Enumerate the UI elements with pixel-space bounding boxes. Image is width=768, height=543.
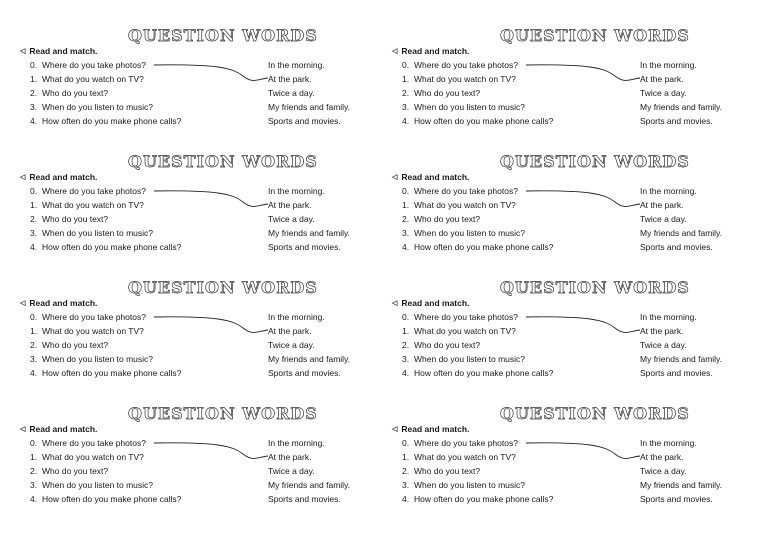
answer-text: Sports and movies. [268, 116, 341, 126]
question-text: How often do you make phone calls? [414, 242, 554, 252]
speaker-icon: ◁ [392, 174, 398, 181]
question-text: How often do you make phone calls? [42, 368, 182, 378]
answer-text: In the morning. [268, 438, 325, 448]
answer-text: At the park. [640, 200, 684, 210]
answer-text: At the park. [640, 74, 684, 84]
question-text: What do you watch on TV? [42, 452, 144, 462]
answer-text: Twice a day. [640, 88, 687, 98]
answer-text: In the morning. [268, 60, 325, 70]
item-number: 0. [30, 438, 38, 448]
question-text: What do you watch on TV? [42, 326, 144, 336]
exercise-block [18, 278, 388, 398]
item-number: 1. [402, 200, 410, 210]
item-number: 1. [402, 452, 410, 462]
answer-text: Twice a day. [268, 340, 315, 350]
speaker-icon: ◁ [392, 48, 398, 55]
question-text: How often do you make phone calls? [414, 494, 554, 504]
item-number: 3. [402, 102, 410, 112]
worksheet-title: QUESTION WORDS [500, 404, 690, 423]
answer-text: My friends and family. [268, 102, 351, 112]
item-number: 3. [402, 228, 410, 238]
question-text: When do you listen to music? [414, 480, 526, 490]
item-number: 0. [30, 60, 38, 70]
item-number: 1. [30, 326, 38, 336]
item-number: 4. [30, 116, 38, 126]
question-text: When do you listen to music? [42, 480, 154, 490]
question-text: Where do you take photos? [42, 60, 146, 70]
question-text: Where do you take photos? [414, 60, 518, 70]
question-text: Who do you text? [42, 88, 109, 98]
example-match-line [18, 152, 388, 272]
item-number: 2. [402, 88, 410, 98]
exercise-block [390, 404, 760, 524]
answer-text: My friends and family. [268, 228, 351, 238]
question-text: What do you watch on TV? [414, 452, 516, 462]
question-text: When do you listen to music? [42, 228, 154, 238]
answer-text: Sports and movies. [268, 494, 341, 504]
item-number: 4. [402, 494, 410, 504]
example-match-line [18, 278, 388, 398]
item-number: 4. [30, 494, 38, 504]
item-number: 0. [30, 312, 38, 322]
item-number: 2. [30, 88, 38, 98]
question-text: When do you listen to music? [42, 354, 154, 364]
item-number: 4. [402, 368, 410, 378]
answer-text: My friends and family. [268, 354, 351, 364]
question-text: When do you listen to music? [414, 102, 526, 112]
worksheet-title: QUESTION WORDS [500, 278, 690, 297]
worksheet-title: QUESTION WORDS [500, 26, 690, 45]
question-text: What do you watch on TV? [414, 74, 516, 84]
answer-text: At the park. [640, 326, 684, 336]
exercise-block [390, 152, 760, 272]
item-number: 3. [30, 228, 38, 238]
item-number: 3. [30, 102, 38, 112]
answer-text: Sports and movies. [640, 242, 713, 252]
item-number: 3. [402, 480, 410, 490]
worksheet-title: QUESTION WORDS [128, 26, 318, 45]
example-match-line [18, 404, 388, 524]
question-text: How often do you make phone calls? [414, 368, 554, 378]
item-number: 0. [402, 312, 410, 322]
answer-text: At the park. [268, 326, 312, 336]
worksheet-title: QUESTION WORDS [128, 152, 318, 171]
exercise-block [18, 26, 388, 146]
answer-text: Sports and movies. [640, 368, 713, 378]
answer-text: In the morning. [640, 438, 697, 448]
question-text: What do you watch on TV? [42, 74, 144, 84]
exercise-block [18, 152, 388, 272]
question-text: Where do you take photos? [42, 186, 146, 196]
instruction-text: Read and match. [401, 46, 470, 56]
answer-text: My friends and family. [640, 480, 723, 490]
question-text: Who do you text? [42, 466, 109, 476]
item-number: 1. [30, 200, 38, 210]
question-text: Where do you take photos? [414, 438, 518, 448]
example-match-line [390, 278, 760, 398]
answer-text: At the park. [640, 452, 684, 462]
item-number: 0. [402, 186, 410, 196]
question-text: How often do you make phone calls? [42, 116, 182, 126]
item-number: 0. [402, 438, 410, 448]
item-number: 0. [402, 60, 410, 70]
worksheet-title: QUESTION WORDS [128, 278, 318, 297]
item-number: 4. [30, 242, 38, 252]
item-number: 1. [402, 74, 410, 84]
answer-text: Twice a day. [268, 466, 315, 476]
worksheet-title: QUESTION WORDS [128, 404, 318, 423]
instruction-text: Read and match. [401, 424, 470, 434]
answer-text: Twice a day. [268, 214, 315, 224]
item-number: 4. [30, 368, 38, 378]
example-match-line [390, 404, 760, 524]
instruction-text: Read and match. [29, 298, 98, 308]
example-match-line [390, 26, 760, 146]
item-number: 2. [402, 466, 410, 476]
answer-text: Sports and movies. [640, 116, 713, 126]
item-number: 0. [30, 186, 38, 196]
question-text: How often do you make phone calls? [42, 242, 182, 252]
answer-text: In the morning. [640, 186, 697, 196]
instruction-text: Read and match. [29, 46, 98, 56]
speaker-icon: ◁ [20, 426, 26, 433]
instruction-text: Read and match. [401, 172, 470, 182]
item-number: 2. [402, 340, 410, 350]
question-text: How often do you make phone calls? [414, 116, 554, 126]
answer-text: Twice a day. [268, 88, 315, 98]
speaker-icon: ◁ [392, 426, 398, 433]
question-text: Who do you text? [414, 88, 481, 98]
answer-text: In the morning. [640, 60, 697, 70]
speaker-icon: ◁ [20, 48, 26, 55]
item-number: 2. [30, 340, 38, 350]
exercise-block [390, 278, 760, 398]
answer-text: My friends and family. [640, 102, 723, 112]
item-number: 2. [402, 214, 410, 224]
answer-text: My friends and family. [268, 480, 351, 490]
question-text: When do you listen to music? [414, 228, 526, 238]
question-text: What do you watch on TV? [414, 200, 516, 210]
answer-text: In the morning. [640, 312, 697, 322]
answer-text: At the park. [268, 200, 312, 210]
question-text: Where do you take photos? [414, 186, 518, 196]
answer-text: Twice a day. [640, 340, 687, 350]
question-text: Who do you text? [42, 214, 109, 224]
example-match-line [18, 26, 388, 146]
item-number: 1. [402, 326, 410, 336]
question-text: Who do you text? [42, 340, 109, 350]
question-text: Where do you take photos? [42, 438, 146, 448]
question-text: When do you listen to music? [42, 102, 154, 112]
item-number: 1. [30, 452, 38, 462]
question-text: Where do you take photos? [414, 312, 518, 322]
question-text: What do you watch on TV? [42, 200, 144, 210]
question-text: Where do you take photos? [42, 312, 146, 322]
question-text: Who do you text? [414, 214, 481, 224]
question-text: Who do you text? [414, 466, 481, 476]
item-number: 3. [402, 354, 410, 364]
example-match-line [390, 152, 760, 272]
answer-text: Sports and movies. [640, 494, 713, 504]
speaker-icon: ◁ [20, 174, 26, 181]
instruction-text: Read and match. [29, 172, 98, 182]
item-number: 2. [30, 466, 38, 476]
item-number: 3. [30, 354, 38, 364]
answer-text: Twice a day. [640, 466, 687, 476]
speaker-icon: ◁ [20, 300, 26, 307]
question-text: How often do you make phone calls? [42, 494, 182, 504]
question-text: Who do you text? [414, 340, 481, 350]
worksheet-title: QUESTION WORDS [500, 152, 690, 171]
answer-text: My friends and family. [640, 228, 723, 238]
item-number: 1. [30, 74, 38, 84]
item-number: 4. [402, 116, 410, 126]
item-number: 3. [30, 480, 38, 490]
speaker-icon: ◁ [392, 300, 398, 307]
exercise-block [18, 404, 388, 524]
answer-text: At the park. [268, 452, 312, 462]
answer-text: My friends and family. [640, 354, 723, 364]
exercise-block [390, 26, 760, 146]
instruction-text: Read and match. [29, 424, 98, 434]
item-number: 2. [30, 214, 38, 224]
answer-text: Sports and movies. [268, 368, 341, 378]
answer-text: In the morning. [268, 312, 325, 322]
answer-text: At the park. [268, 74, 312, 84]
instruction-text: Read and match. [401, 298, 470, 308]
question-text: What do you watch on TV? [414, 326, 516, 336]
answer-text: In the morning. [268, 186, 325, 196]
answer-text: Twice a day. [640, 214, 687, 224]
answer-text: Sports and movies. [268, 242, 341, 252]
question-text: When do you listen to music? [414, 354, 526, 364]
item-number: 4. [402, 242, 410, 252]
